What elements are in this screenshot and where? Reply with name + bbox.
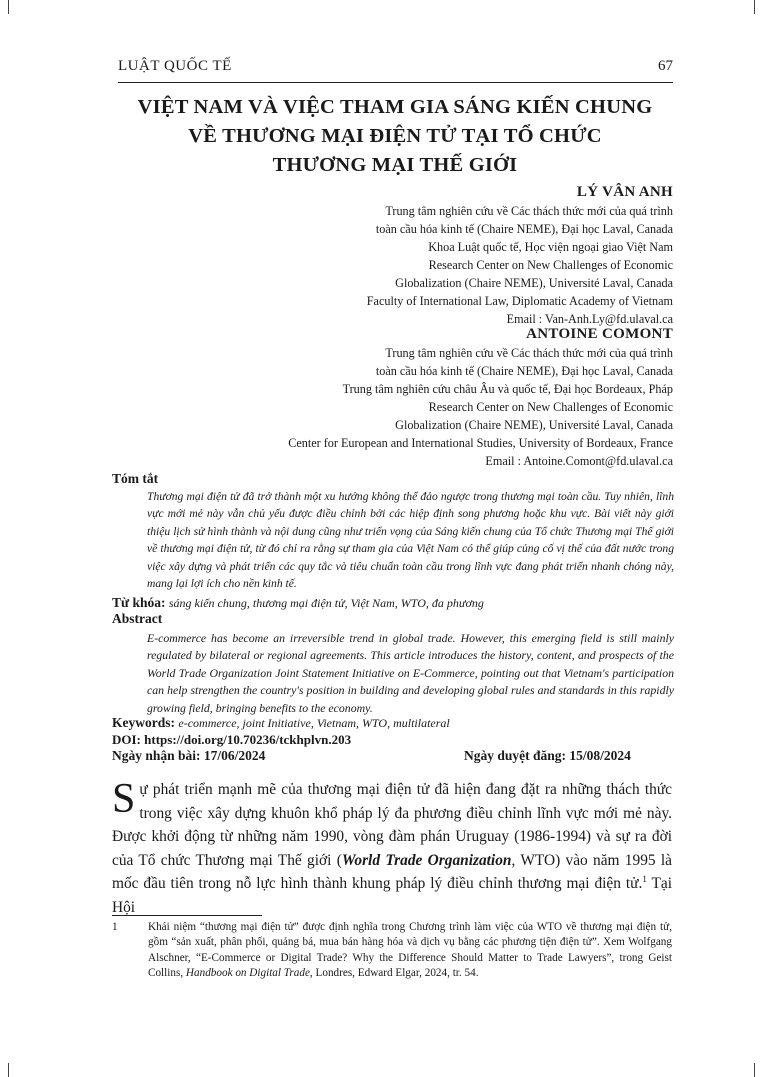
body-text-3: Tại Hội	[112, 875, 672, 916]
crop-mark-tr	[754, 0, 755, 14]
affiliation-line: Research Center on New Challenges of Economic	[428, 258, 673, 272]
footnote-text-1: Khái niệm “thương mại điện tử” được định nghĩa trong Chương trình làm việc của WTO về thương mại điện tử, gồm “sản xuất, phân phối, quảng bá, mua bán hàng hóa và dịch vụ bằng các phương tiện điện tử”. Xem Wolfgang Alschner, “E-Commerce or Digital Trade? Why the Difference Should Matter to Trade Lawyers”, trong Geist Collins,	[148, 921, 672, 980]
keywords-vi	[112, 594, 484, 612]
keywords-en-text: e-commerce, joint Initiative, Vietnam, WTO, multilateral	[178, 716, 450, 730]
footnote-divider	[112, 915, 262, 916]
body-text-2: , WTO) vào năm 1995 là mốc đầu tiên trong nỗ lực hình thành khung pháp lý điều chỉnh thương mại điện tử.	[112, 851, 672, 893]
affiliation-line: Center for European and International Studies, University of Bordeaux, France	[288, 436, 673, 450]
affiliation-line: Khoa Luật quốc tế, Học viện ngoại giao Việt Nam	[428, 240, 673, 254]
journal-name: LUẬT QUỐC TẾ	[118, 58, 232, 74]
summary-paragraph: Thương mại điện tử đã trở thành một xu hướng không thể đảo ngược trong thương mại toàn cầu. Tuy nhiên, lĩnh vực mới mẻ này vẫn chủ yếu được điều chỉnh bởi các hiệp định song phương hoặc khu vực. Bài viết này giới thiệu lịch sử hình thành và nội dung cũng như triển vọng của Sáng kiến chung của Tổ chức Thương mại Thế giới về thương mại điện tử, từ đó chỉ ra rằng sự tham gia của Việt Nam có thể giúp củng cố vị thế của đất nước trong việc xây dựng và phát triển các quy tắc và tiêu chuẩn toàn cầu trong lĩnh vực đang phát triển nhanh chóng này, mang lại lợi ích cho nền kinh tế.	[147, 490, 674, 591]
footnote-text-2: , Londres, Edward Elgar, 2024, tr. 54.	[309, 967, 479, 980]
affiliation-line: Trung tâm nghiên cứu về Các thách thức mới của quá trình	[385, 204, 673, 218]
abstract-paragraph: E-commerce has become an irreversible trend in global trade. However, this emerging field is still mainly regulated by bilateral or regional agreements. This article introduces the history, content, and prospects of the World Trade Organization Joint Statement Initiative on E-Commerce, pointing out that Vietnam's participation can help strengthen the country's position in building and developing global rules and standards in this rapidly growing field, bringing benefits to the economy.	[147, 631, 674, 715]
abstract-text	[147, 630, 674, 717]
running-header	[118, 56, 673, 83]
body-paragraph	[112, 778, 672, 920]
author-email: Email : Van-Anh.Ly@fd.ulaval.ca	[506, 312, 673, 326]
received-date: Ngày nhận bài: 17/06/2024	[112, 748, 266, 763]
title-line: VIỆT NAM VÀ VIỆC THAM GIA SÁNG KIẾN CHUNG	[137, 96, 653, 118]
title-line: THƯƠNG MẠI THẾ GIỚI	[272, 154, 518, 176]
affiliation-line: Globalization (Chaire NEME), Université Laval, Canada	[395, 276, 673, 290]
crop-mark-br	[754, 1063, 755, 1077]
affiliation-line: toàn cầu hóa kinh tế (Chaire NEME), Đại học Laval, Canada	[375, 222, 673, 236]
author-name: ANTOINE COMONT	[526, 326, 673, 342]
author-2	[288, 325, 673, 470]
footnote-number: 1	[112, 921, 118, 933]
article-title	[105, 93, 685, 180]
title-line: VỀ THƯƠNG MẠI ĐIỆN TỬ TẠI TỔ CHỨC	[188, 125, 602, 147]
keywords-en-label: Keywords:	[112, 715, 175, 730]
author-email: Email : Antoine.Comont@fd.ulaval.ca	[485, 454, 673, 468]
summary-label: Tóm tắt	[112, 471, 159, 486]
summary-text	[147, 488, 674, 592]
keywords-vi-text: sáng kiến chung, thương mại điện tử, Việt Nam, WTO, đa phương	[168, 596, 484, 610]
crop-mark-bl	[8, 1063, 9, 1077]
keywords-en	[112, 714, 450, 732]
approved-date: Ngày duyệt đăng: 15/08/2024	[464, 748, 631, 763]
keywords-vi-label: Từ khóa:	[112, 595, 166, 610]
footnote-italic: Handbook on Digital Trade	[185, 967, 310, 980]
footnote	[112, 920, 672, 982]
affiliation-line: Faculty of International Law, Diplomatic Academy of Vietnam	[366, 294, 673, 308]
body-text-1: ự phát triển mạnh mẽ của thương mại điện tử đã hiện đang đặt ra những thách thức trong việc xây dựng khuôn khổ pháp lý đa phương điều chỉnh lĩnh vực mới mẻ này. Được khởi động từ những năm 1990, vòng đàm phán Uruguay (1986-1994) và sự ra đời của Tổ chức Thương mại Thế giới (	[112, 781, 672, 869]
author-name: LÝ VÂN ANH	[576, 184, 673, 200]
crop-mark-tl	[8, 0, 9, 14]
body-italic: World Trade Organization	[341, 851, 512, 869]
affiliation-line: Globalization (Chaire NEME), Université Laval, Canada	[395, 418, 673, 432]
dropcap: S	[112, 776, 136, 822]
article-dates	[112, 748, 672, 764]
affiliation-line: Trung tâm nghiên cứu về Các thách thức mới của quá trình	[385, 346, 673, 360]
page-number: 67	[658, 58, 673, 74]
doi: DOI: https://doi.org/10.70236/tckhplvn.203	[112, 732, 352, 747]
affiliation-line: Trung tâm nghiên cứu châu Âu và quốc tế, Đại học Bordeaux, Pháp	[342, 382, 673, 396]
author-1	[367, 183, 673, 328]
affiliation-line: toàn cầu hóa kinh tế (Chaire NEME), Đại học Laval, Canada	[375, 364, 673, 378]
affiliation-line: Research Center on New Challenges of Economic	[428, 400, 673, 414]
abstract-label: Abstract	[112, 611, 163, 626]
footnote-ref[interactable]: 1	[642, 874, 647, 885]
